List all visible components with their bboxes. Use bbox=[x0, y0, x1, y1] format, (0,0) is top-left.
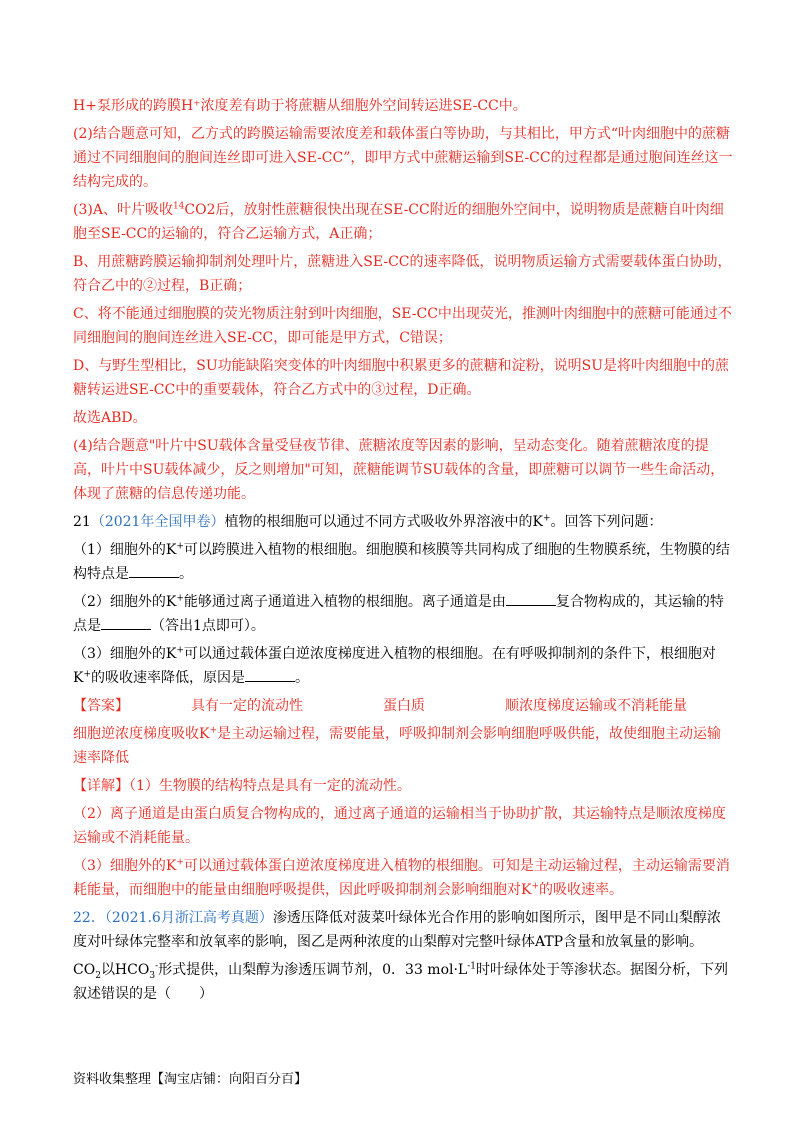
text-fragment: CO bbox=[73, 962, 96, 978]
question-source: （2021.6月浙江高考真题） bbox=[104, 910, 273, 926]
explanation-paragraph bbox=[73, 196, 733, 248]
charge-superscript: + bbox=[83, 669, 92, 680]
explanation-paragraph: B、用蔗糖跨膜运输抑制剂处理叶片，蔗糖进入SE-CC的速率降低，说明物质运输方式需要载体蛋白协助，符合乙中的②过程，B正确； bbox=[73, 254, 732, 294]
answer-item-4: 细胞逆浓度梯度吸收K bbox=[73, 726, 210, 742]
answer-item-1: 具有一定的流动性 bbox=[191, 698, 303, 714]
text-fragment: 可以通过载体蛋白逆浓度梯度进入植物的根细胞。在有呼吸抑制剂的条件下，根细胞对K bbox=[73, 646, 716, 686]
answer-item-2: 蛋白质 bbox=[383, 698, 425, 714]
text-fragment: (3)A、叶片吸收 bbox=[73, 202, 173, 218]
explanation-paragraph: 故选ABD。 bbox=[73, 410, 147, 426]
isotope-superscript: 14 bbox=[172, 201, 185, 212]
text-fragment: 。回答下列问题： bbox=[550, 514, 663, 530]
answer-blank bbox=[506, 591, 556, 606]
text-fragment: 时叶绿体处于等渗状态。据图分析，下列叙述错误的是（ ） bbox=[73, 962, 729, 1002]
answer-blank bbox=[129, 563, 179, 578]
explanation-paragraph: H+泵形成的跨膜H⁺浓度差有助于将蔗糖从细胞外空间转运进SE-CC中。 bbox=[73, 98, 527, 114]
question-21-part-2 bbox=[73, 588, 733, 640]
text-fragment: （答出1点即可）。 bbox=[151, 618, 265, 634]
text-fragment: 形式提供，山梨醇为渗透压调节剂，0．33 mol·L bbox=[158, 962, 468, 978]
detail-label: 【详解】 bbox=[73, 778, 129, 794]
explanation-paragraph: (2)结合题意可知，乙方式的跨膜运输需要浓度差和载体蛋白等协助，与其相比，甲方式“叶肉细胞中的蔗糖通过不同细胞间的胞间连丝即可进入SE-CC”，即甲方式中蔗糖运输到SE-CC的过程都是通过胞间连丝这一结构完成的。 bbox=[73, 126, 733, 190]
subscript: 3 bbox=[149, 970, 156, 981]
charge-superscript: + bbox=[176, 857, 184, 868]
charge-superscript: + bbox=[209, 725, 218, 736]
question-22-stem bbox=[73, 904, 733, 956]
text-fragment: 能够通过离子通道进入植物的根细胞。离子通道是由 bbox=[183, 594, 506, 610]
explanation-paragraph: C、将不能通过细胞膜的荧光物质注射到叶肉细胞，SE-CC中出现荧光，推测叶肉细胞中的蔗糖可能通过不同细胞间的胞间连丝进入SE-CC，即可能是甲方式，C错误； bbox=[73, 306, 732, 346]
question-22-stem-cont bbox=[73, 956, 733, 1008]
subscript: 2 bbox=[95, 970, 101, 981]
text-fragment: 的吸收速率。 bbox=[539, 882, 624, 898]
charge-superscript: + bbox=[176, 645, 184, 656]
text-fragment: （2）细胞外的K bbox=[73, 594, 177, 610]
answer-blank bbox=[245, 667, 295, 682]
explanation-paragraph: (4)结合题意"叶片中SU载体含量受昼夜节律、蔗糖浓度等因素的影响，呈动态变化。随着蔗糖浓度的提高，叶片中SU载体减少，反之则增加"可知，蔗糖能调节SU载体的含量，即蔗糖可以调节一些生命活动，体现了蔗糖的信息传递功能。 bbox=[73, 438, 725, 502]
text-fragment: （3）细胞外的K bbox=[73, 646, 177, 662]
question-21-stem bbox=[73, 508, 733, 536]
text-fragment: 。 bbox=[295, 670, 310, 686]
superscript: - bbox=[155, 961, 159, 972]
text-fragment: （3）细胞外的K bbox=[73, 858, 177, 874]
detail-line bbox=[73, 772, 733, 800]
charge-superscript: + bbox=[531, 881, 540, 892]
answer-item-3: 顺浓度梯度运输或不消耗能量 bbox=[505, 698, 687, 714]
answer-label: 【答案】 bbox=[73, 698, 129, 714]
explanation-paragraph: D、与野生型相比，SU功能缺陷突变体的叶肉细胞中积累更多的蔗糖和淀粉，说明SU是将叶肉细胞中的蔗糖转运进SE-CC中的重要载体，符合乙方式中的③过程，D正确。 bbox=[73, 358, 730, 398]
charge-superscript: + bbox=[176, 541, 184, 552]
text-fragment: 可以跨膜进入植物的根细胞。细胞膜和核膜等共同构成了细胞的生物膜系统，生物膜的结构特点是 bbox=[73, 542, 730, 582]
detail-line bbox=[73, 852, 733, 904]
unit-superscript: -1 bbox=[467, 961, 477, 972]
question-21-part-3 bbox=[73, 640, 733, 692]
answer-blank bbox=[101, 615, 151, 630]
text-fragment: （1）细胞外的K bbox=[73, 542, 177, 558]
charge-superscript: + bbox=[176, 593, 184, 604]
question-source: （2021年全国甲卷） bbox=[90, 514, 225, 530]
text-fragment: CO2后，放射性蔗糖很快出现在SE-CC附近的细胞外空间中，说明物质是蔗糖自叶肉细胞至SE-CC的运输的，符合乙运输方式，A正确； bbox=[73, 202, 724, 242]
text-fragment: 以HCO bbox=[100, 962, 150, 978]
text-fragment: 的吸收速率降低，原因是 bbox=[91, 670, 246, 686]
text-fragment: 。 bbox=[179, 566, 193, 582]
text-fragment: （1）生物膜的结构特点是具有一定的流动性。 bbox=[129, 778, 411, 794]
question-number: 21 bbox=[73, 514, 91, 530]
answer-line bbox=[73, 692, 733, 720]
text-fragment: 渗透压降低对菠菜叶绿体光合作用的影响如图所示，图甲是不同山梨醇浓度对叶绿体完整率和放氧率的影响，图乙是两种浓度的山梨醇对完整叶绿体ATP含量和放氧量的影响。 bbox=[73, 910, 721, 950]
answer-line bbox=[73, 720, 733, 772]
text-fragment: 是主动运输过程，需要能量，呼吸抑制剂会影响细胞呼吸供能，故使细胞主动运输速率降低 bbox=[73, 726, 722, 766]
question-number: 22． bbox=[73, 910, 105, 926]
page-footer: 资料收集整理【淘宝店铺：向阳百分百】 bbox=[73, 1072, 308, 1087]
question-21-part-1 bbox=[73, 536, 733, 588]
text-fragment: 可以通过载体蛋白逆浓度梯度进入植物的根细胞。可知是主动运输过程，主动运输需要消耗能量，而细胞中的能量由细胞呼吸提供，因此呼吸抑制剂会影响细胞对K bbox=[73, 858, 730, 898]
text-fragment: 复合物构成的，其运输的特点是 bbox=[73, 594, 724, 634]
detail-line: （2）离子通道是由蛋白质复合物构成的，通过离子通道的运输相当于协助扩散，其运输特点是顺浓度梯度运输或不消耗能量。 bbox=[73, 806, 726, 846]
document-content bbox=[73, 92, 733, 1008]
charge-superscript: + bbox=[542, 513, 551, 524]
text-fragment: 植物的根细胞可以通过不同方式吸收外界溶液中的K bbox=[224, 514, 543, 530]
